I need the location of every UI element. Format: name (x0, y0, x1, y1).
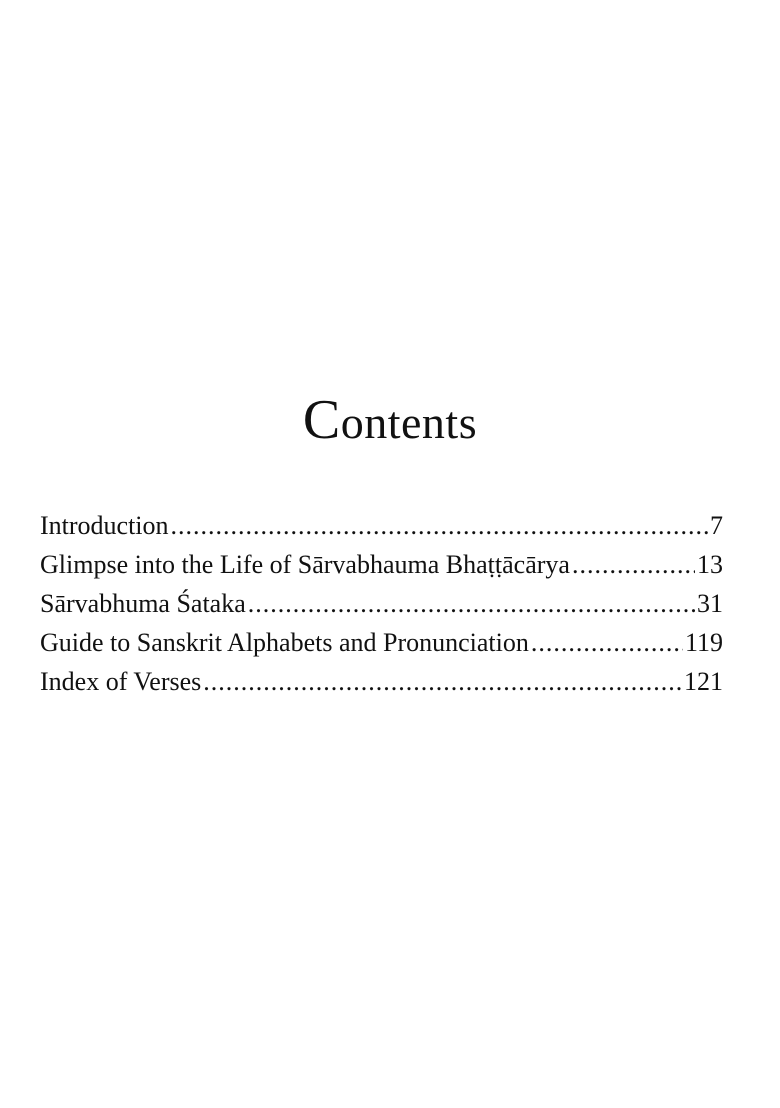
toc-entry-page: 31 (697, 589, 723, 618)
toc-entry-label: Introduction (40, 511, 169, 540)
toc-entry-page: 121 (684, 667, 723, 696)
toc-entry-label: Glimpse into the Life of Sārvabhauma Bhaṭṭācārya (40, 550, 570, 579)
dot-leader (203, 662, 682, 701)
toc-entry-label: Guide to Sanskrit Alphabets and Pronunciation (40, 628, 529, 657)
toc-entry-label: Index of Verses (40, 667, 202, 696)
toc-entry-glimpse[interactable] (40, 545, 723, 584)
dot-leader (572, 545, 695, 584)
dot-leader (248, 584, 695, 623)
title-initial: C (302, 389, 341, 451)
toc-entry-index[interactable] (40, 662, 723, 701)
page-title: Contents (302, 389, 478, 451)
toc-entry-sataka[interactable] (40, 584, 723, 623)
toc-entry-guide[interactable] (40, 623, 723, 662)
dot-leader (531, 623, 683, 662)
table-of-contents (40, 506, 723, 701)
toc-entry-introduction[interactable] (40, 506, 723, 545)
toc-entry-page: 7 (710, 511, 723, 540)
toc-entry-page: 119 (684, 628, 723, 657)
toc-entry-page: 13 (697, 550, 723, 579)
dot-leader (171, 506, 708, 545)
toc-entry-label: Sārvabhuma Śataka (40, 589, 246, 618)
